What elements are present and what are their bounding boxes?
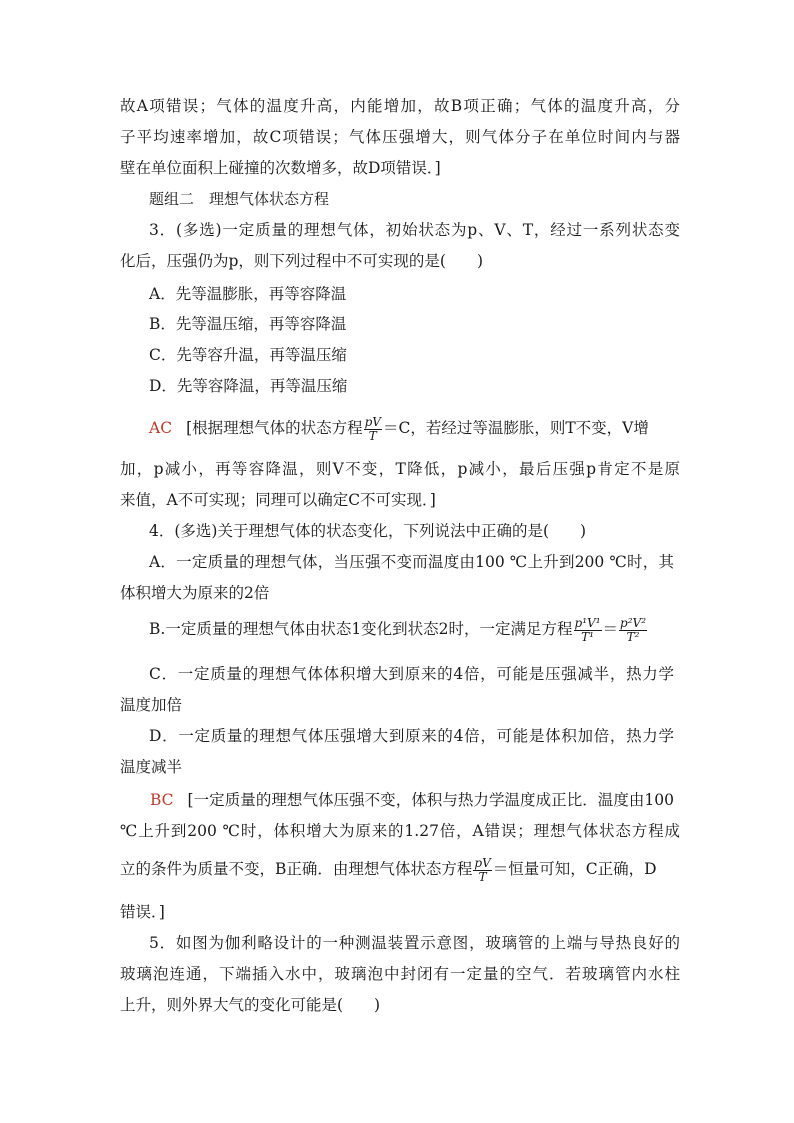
explanation-text: [根据理想气体的状态方程: [186, 419, 363, 437]
question-4-explanation-line: 错误．]: [120, 903, 165, 921]
question-4-explanation-line: ℃上升到200 ℃时，体积增大为原来的1.27倍，A错误；理想气体状态方程成: [120, 822, 680, 840]
question-3-option-b: B．先等温压缩，再等容降温: [149, 315, 347, 333]
question-5-stem: 上升，则外界大气的变化可能是( ): [120, 996, 381, 1014]
explanation-text: ＝C，若经过等温膨胀，则T不变，V增: [382, 419, 649, 437]
explanation-text: [一定质量的理想气体压强不变，体积与热力学温度成正比．温度由100: [187, 791, 674, 809]
question-5-stem: 玻璃泡连通，下端插入水中，玻璃泡中封闭有一定量的空气．若玻璃管内水柱: [120, 965, 680, 983]
fraction-numerator: p¹V¹: [574, 615, 601, 630]
text-line: 壁在单位面积上碰撞的次数增多，故D项错误．]: [120, 159, 441, 177]
question-3-option-a: A．先等温膨胀，再等容降温: [149, 285, 347, 303]
text-line: 子平均速率增加，故C项错误；气体压强增大，则气体分子在单位时间内与器: [120, 128, 680, 146]
question-3-explanation-line: 来值，A不可实现；同理可以确定C不可实现．]: [120, 491, 436, 509]
question-4-option-b: [149, 614, 709, 644]
question-3-explanation-line: 加，p减小，再等容降温，则V不变，T降低，p减小，最后压强p肯定不是原: [120, 460, 680, 478]
question-3-stem: 3．(多选)一定质量的理想气体，初始状态为p、V、T，经过一系列状态变: [149, 221, 680, 239]
question-4-option-d: D．一定质量的理想气体压强增大到原来的4倍，可能是体积加倍，热力学: [149, 727, 674, 745]
answer-label: AC: [149, 419, 173, 437]
text-line: 故A项错误；气体的温度升高，内能增加，故B项正确；气体的温度升高，分: [120, 97, 680, 115]
question-4-stem: 4．(多选)关于理想气体的状态变化，下列说法中正确的是( ): [149, 522, 587, 540]
fraction-denominator: T: [368, 428, 377, 443]
option-text: B.一定质量的理想气体由状态1变化到状态2时，一定满足方程: [149, 620, 573, 638]
fraction-denominator: T²: [626, 629, 640, 644]
question-3-option-d: D．先等容降温，再等温压缩: [149, 377, 348, 395]
question-4-option-c-cont: 温度加倍: [120, 696, 183, 714]
section-title: 题组二 理想气体状态方程: [149, 190, 330, 208]
question-4-option-a-cont: 体积增大为原来的2倍: [120, 584, 270, 602]
fraction-numerator: p²V²: [620, 615, 646, 630]
fraction-numerator: pV: [364, 414, 381, 429]
fraction: [473, 857, 491, 884]
question-3-explanation: [149, 414, 709, 443]
question-3-option-c: C．先等容升温，再等温压缩: [149, 346, 347, 364]
fraction: [364, 416, 382, 443]
question-5-stem: 5．如图为伽利略设计的一种测温装置示意图，玻璃管的上端与导热良好的: [149, 934, 680, 952]
equals-sign: ＝: [602, 620, 619, 638]
question-3-stem: 化后，压强仍为p，则下列过程中不可实现的是( ): [120, 252, 484, 270]
question-4-explanation: [150, 790, 674, 810]
fraction-denominator: T: [478, 869, 487, 884]
fraction: [619, 617, 647, 644]
fraction: [574, 617, 602, 644]
fraction-denominator: T¹: [581, 629, 594, 644]
fraction-numerator: pV: [474, 855, 491, 870]
explanation-text: 立的条件为质量不变，B正确．由理想气体状态方程: [120, 860, 473, 878]
question-4-option-c: C．一定质量的理想气体体积增大到原来的4倍，可能是压强减半，热力学: [149, 665, 674, 683]
explanation-text: ＝恒量可知，C正确，D: [492, 860, 657, 878]
question-4-option-d-cont: 温度减半: [120, 758, 183, 776]
answer-label: BC: [150, 791, 174, 809]
question-4-option-a: A．一定质量的理想气体，当压强不变而温度由100 ℃上升到200 ℃时，其: [149, 553, 674, 571]
question-4-explanation-line: [120, 852, 680, 886]
